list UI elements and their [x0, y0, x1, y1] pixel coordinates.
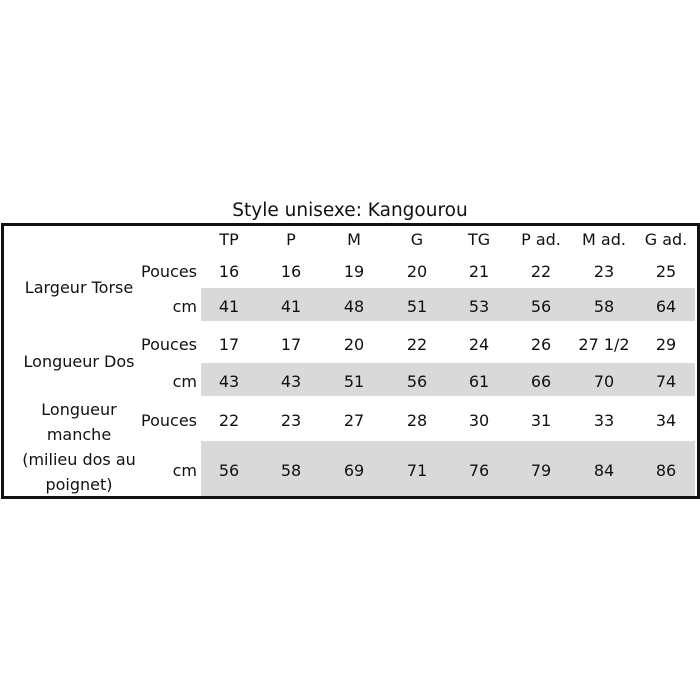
value-cell-cm: 61	[468, 372, 490, 391]
unit-label-cm: cm	[172, 372, 197, 391]
value-cell-pouces: 26	[530, 335, 552, 354]
value-cell-cm: 43	[218, 372, 240, 391]
unit-label-pouces: Pouces	[141, 262, 197, 281]
value-cell-pouces: 29	[655, 335, 677, 354]
value-cell-pouces: 33	[593, 411, 615, 430]
unit-label-pouces: Pouces	[141, 335, 197, 354]
value-cell-cm: 76	[468, 461, 490, 480]
value-cell-cm: 41	[280, 297, 302, 316]
value-cell-cm: 56	[530, 297, 552, 316]
value-cell-cm: 69	[343, 461, 365, 480]
value-cell-cm: 66	[530, 372, 552, 391]
value-cell-pouces: 20	[343, 335, 365, 354]
cm-row-band-dos	[201, 363, 695, 396]
size-header: P ad.	[521, 230, 561, 249]
value-cell-cm: 71	[406, 461, 428, 480]
value-cell-cm: 43	[280, 372, 302, 391]
cm-row-band-torse	[201, 288, 695, 321]
value-cell-pouces: 23	[593, 262, 615, 281]
value-cell-cm: 56	[218, 461, 240, 480]
size-header: TP	[219, 230, 239, 249]
value-cell-pouces: 17	[280, 335, 302, 354]
value-cell-pouces: 16	[280, 262, 302, 281]
value-cell-cm: 84	[593, 461, 615, 480]
chart-title: Style unisexe: Kangourou	[232, 200, 468, 221]
size-header: P	[286, 230, 296, 249]
measure-label-line: Longueur	[41, 400, 117, 419]
size-header: G	[410, 230, 424, 249]
size-header: TG	[467, 230, 491, 249]
value-cell-pouces: 22	[530, 262, 552, 281]
value-cell-pouces: 20	[406, 262, 428, 281]
value-cell-pouces: 34	[655, 411, 677, 430]
value-cell-cm: 56	[406, 372, 428, 391]
value-cell-pouces: 22	[406, 335, 428, 354]
value-cell-pouces: 27	[343, 411, 365, 430]
unit-label-cm: cm	[172, 461, 197, 480]
value-cell-pouces: 31	[530, 411, 552, 430]
value-cell-pouces: 21	[468, 262, 490, 281]
value-cell-pouces: 22	[218, 411, 240, 430]
value-cell-pouces: 25	[655, 262, 677, 281]
measure-label-line: poignet)	[45, 475, 113, 494]
value-cell-cm: 86	[655, 461, 677, 480]
value-cell-cm: 70	[593, 372, 615, 391]
value-cell-cm: 79	[530, 461, 552, 480]
measure-label: Largeur Torse	[24, 278, 134, 297]
value-cell-pouces: 17	[218, 335, 240, 354]
cm-row-band-manche	[201, 441, 695, 496]
value-cell-cm: 41	[218, 297, 240, 316]
measure-label: Longueur Dos	[23, 352, 135, 371]
value-cell-cm: 58	[593, 297, 615, 316]
measure-label-line: manche	[46, 425, 112, 444]
measure-label-line: (milieu dos au	[22, 450, 136, 469]
size-header: M	[347, 230, 361, 249]
value-cell-cm: 53	[468, 297, 490, 316]
value-cell-pouces: 24	[468, 335, 490, 354]
value-cell-pouces: 19	[343, 262, 365, 281]
value-cell-cm: 48	[343, 297, 365, 316]
value-cell-cm: 58	[280, 461, 302, 480]
value-cell-pouces: 27 1/2	[578, 335, 630, 354]
size-header: G ad.	[644, 230, 688, 249]
value-cell-pouces: 23	[280, 411, 302, 430]
size-table	[1, 223, 700, 499]
unit-label-pouces: Pouces	[141, 411, 197, 430]
value-cell-cm: 74	[655, 372, 677, 391]
value-cell-cm: 64	[655, 297, 677, 316]
value-cell-cm: 51	[406, 297, 428, 316]
value-cell-cm: 51	[343, 372, 365, 391]
unit-label-cm: cm	[172, 297, 197, 316]
value-cell-pouces: 28	[406, 411, 428, 430]
size-header: M ad.	[582, 230, 626, 249]
value-cell-pouces: 16	[218, 262, 240, 281]
value-cell-pouces: 30	[468, 411, 490, 430]
